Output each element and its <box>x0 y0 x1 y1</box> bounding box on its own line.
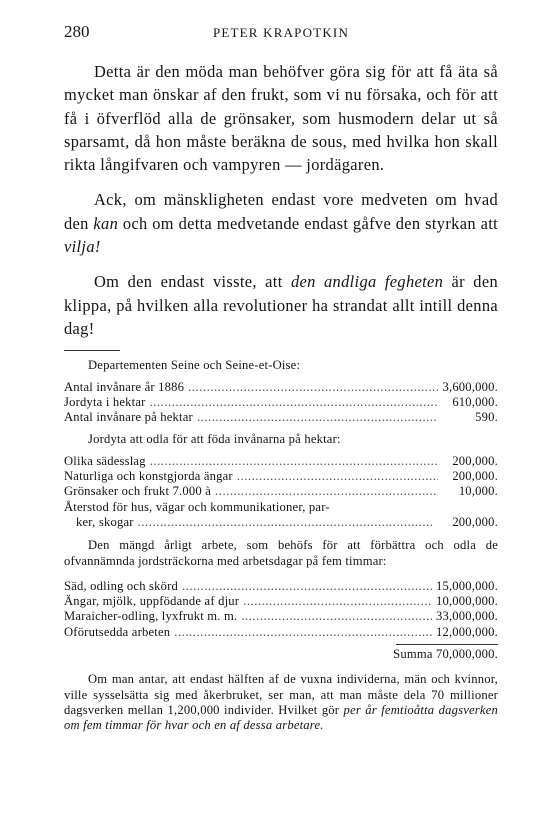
page-number: 280 <box>64 22 90 41</box>
leader-dots <box>150 395 438 410</box>
leader-dots <box>241 609 432 624</box>
footnote-rule <box>64 350 120 351</box>
row-value: 200,000. <box>452 469 498 484</box>
row-label-line-1: Återstod för hus, vägar och kommunikationer, par- <box>64 499 330 514</box>
row-label: Antal invånare på hektar <box>64 410 193 425</box>
row-label: Antal invånare år 1886 <box>64 379 185 394</box>
row-value: 610,000. <box>452 394 498 409</box>
row-value: 15,000,000. <box>435 578 498 593</box>
paragraph-3-text-a: Om den endast visste, att <box>94 272 291 292</box>
leader-dots <box>188 380 438 395</box>
paragraph-2-emphasis-kan: kan <box>93 213 119 233</box>
row-label: Oförutsedda arbeten <box>64 624 171 639</box>
row-label: Ängar, mjölk, uppfödande af djur <box>64 594 240 609</box>
leader-dots <box>243 594 432 609</box>
sum-label: Summa <box>393 647 433 662</box>
leader-dots <box>174 625 432 640</box>
paragraph-1: Detta är den möda man behöfver göra sig för att få äta så mycket man önskar af den frukt, som vi nu försaka, och för att få i öfverflöd alla de grönsaker, som husmodern delar ut så sparsamt, då hon måste beräkna de sous, med hvilka hon skall rikta långifvaren och vampyren — jordägaren. <box>64 62 498 175</box>
paragraph-2-text-b: och om detta medvetande endast gåfve den styrkan att <box>118 213 498 233</box>
table-row <box>64 594 498 609</box>
row-value: 200,000. <box>452 453 498 468</box>
leader-dots <box>182 579 432 594</box>
row-label: Säd, odling och skörd <box>64 578 179 593</box>
conclusion-emphasis: per år femtioåtta dagsverken om fem timmar för hvar och en af dessa arbetare. <box>64 702 498 733</box>
row-label: Grönsaker och frukt 7.000 à <box>64 484 212 499</box>
row-label: Olika sädesslag <box>64 453 146 468</box>
paragraph-3-emphasis: den andliga fegheten <box>290 272 444 292</box>
row-value: 33,000,000. <box>435 609 498 624</box>
footnote-paragraph: Den mängd årligt arbete, som behöfs för att förbättra och odla de ofvannämnda jordsträckorna med arbetsdagar på fem timmar: <box>64 538 498 568</box>
sum-rule <box>396 644 498 645</box>
footnote <box>64 358 498 733</box>
leader-dots <box>215 484 438 499</box>
labour-table <box>64 579 498 640</box>
table-row <box>64 410 498 425</box>
footnote-heading-departments: Departementen Seine och Seine-et-Oise: <box>88 358 301 373</box>
row-value: 590. <box>475 410 498 425</box>
conclusion-text: Om man antar, att endast hälften af de vuxna individerna, män och kvinnor, ville sysselsätta sig med åkerbruket, ser man, att man måste dela 70 millioner dagsverken mellan 1,200,000 individer. Hvilket gör <box>64 672 498 717</box>
table-row <box>64 380 498 395</box>
row-label-line-2: ker, skogar <box>76 514 134 529</box>
paragraph-2-emphasis-vilja: vilja! <box>64 237 101 257</box>
footnote-heading-land: Jordyta att odla för att föda invånarna på hektar: <box>88 432 341 447</box>
row-value: 10,000,000. <box>435 594 498 609</box>
row-value: 3,600,000. <box>442 379 498 394</box>
table-row <box>64 609 498 624</box>
page-body <box>64 60 498 734</box>
row-label: Naturliga och konstgjorda ängar <box>64 469 233 484</box>
leader-dots <box>150 454 438 469</box>
row-value: 12,000,000. <box>435 624 498 639</box>
table-row-continuation <box>64 515 498 530</box>
paragraph-3-text-b: är den klippa, på hvilken alla revolutioner ha strandat allt intill denna dag! <box>64 272 498 338</box>
running-head: PETER KRAPOTKIN <box>212 25 350 40</box>
population-table <box>64 380 498 426</box>
sum-value: 70,000,000. <box>435 647 498 662</box>
paragraph-3 <box>64 270 498 340</box>
table-row <box>64 469 498 484</box>
page-header <box>64 22 498 44</box>
table-row <box>64 579 498 594</box>
row-label: Jordyta i hektar <box>64 394 146 409</box>
row-label: Maraicher-odling, lyxfrukt m. m. <box>64 609 238 624</box>
leader-dots <box>138 515 438 530</box>
land-use-table <box>64 454 498 530</box>
table-row <box>64 625 498 640</box>
sum-row <box>64 647 498 662</box>
leader-dots <box>237 469 438 484</box>
paragraph-2 <box>64 188 498 258</box>
table-row <box>64 454 498 469</box>
row-value: 200,000. <box>452 514 498 529</box>
table-row-wrapped <box>64 500 498 531</box>
table-row <box>64 395 498 410</box>
paragraph-2-text-a: Ack, om mänskligheten endast vore medveten om hvad den <box>64 190 498 233</box>
leader-dots <box>197 410 438 425</box>
footnote-conclusion <box>64 672 498 733</box>
row-value: 10,000. <box>458 484 498 499</box>
table-row <box>64 484 498 499</box>
